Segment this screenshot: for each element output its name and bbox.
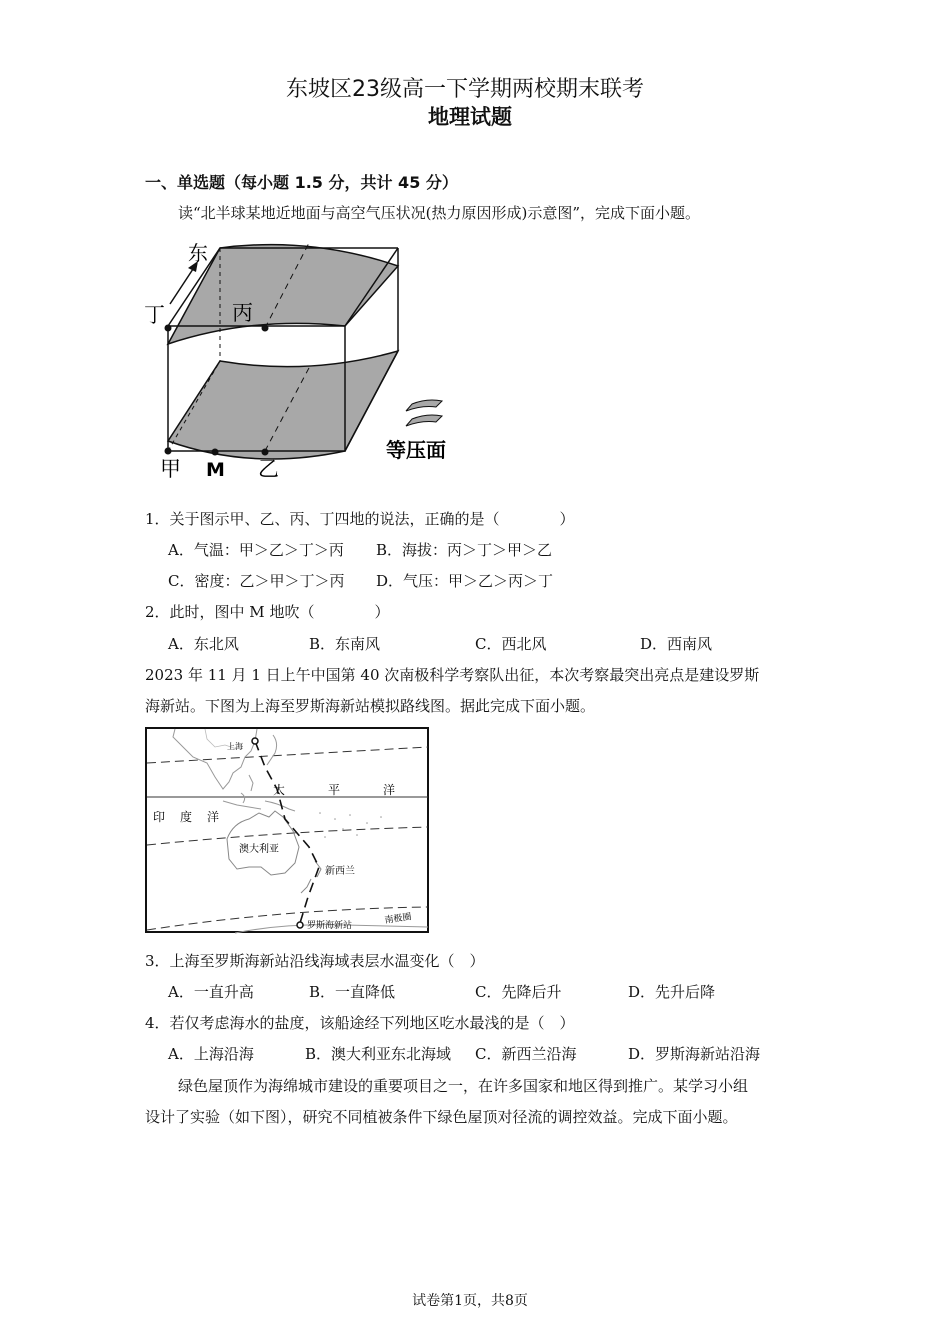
legend-swatch-top (406, 400, 442, 411)
label-yi: 乙 (258, 457, 279, 481)
q1-option-b[interactable]: B．海拔：丙＞丁＞甲＞乙 (376, 541, 553, 559)
section-heading: 一、单选题（每小题 1.5 分，共计 45 分） (145, 173, 458, 192)
q4-option-b[interactable]: B．澳大利亚东北海域 (305, 1045, 452, 1063)
q3-option-b[interactable]: B．一直降低 (309, 983, 396, 1001)
label-station: 罗斯海新站 (307, 921, 353, 931)
point-ding (165, 325, 172, 332)
label-bing: 丙 (232, 301, 253, 325)
q1-option-d[interactable]: D．气压：甲＞乙＞丙＞丁 (376, 572, 554, 590)
q2-stem: 2．此时，图中 M 地吹（ ） (145, 603, 390, 621)
label-new-zealand: 新西兰 (325, 866, 355, 877)
point-yi (262, 449, 269, 456)
q1-option-c[interactable]: C．密度：乙＞甲＞丁＞丙 (168, 572, 345, 590)
q4-option-c[interactable]: C．新西兰沿海 (475, 1045, 577, 1063)
label-indian-2: 度 (180, 810, 193, 824)
q4-stem: 4．若仅考虑海水的盐度，该船途经下列地区吃水最浅的是（ ） (145, 1014, 575, 1032)
intro-map-line1: 2023 年 11 月 1 日上午中国第 40 次南极科学考察队出征，本次考察最突出亮点是建设罗斯 (145, 666, 760, 684)
intro-map-line2: 海新站。下图为上海至罗斯海新站模拟路线图。据此完成下面小题。 (145, 697, 596, 715)
label-east: 东 (188, 241, 208, 265)
route-map (145, 727, 430, 934)
label-antarctic-circle: 南极圈 (384, 912, 413, 926)
q3-option-a[interactable]: A．一直升高 (168, 983, 254, 1001)
q3-option-d[interactable]: D．先升后降 (628, 983, 716, 1001)
label-indian-1: 印 (153, 810, 166, 824)
q1-stem: 1．关于图示甲、乙、丙、丁四地的说法，正确的是（ ） (145, 510, 575, 528)
label-pacific-2: 平 (328, 783, 341, 797)
legend-swatch-bottom (406, 415, 442, 426)
q1-option-a[interactable]: A．气温：甲＞乙＞丁＞丙 (168, 541, 344, 559)
q4-option-d[interactable]: D．罗斯海新站沿海 (628, 1045, 761, 1063)
intro-figure1: 读“北半球某地近地面与高空气压状况(热力原因形成)示意图”，完成下面小题。 (178, 204, 701, 222)
point-jia (165, 448, 172, 455)
intro-roof-line2: 设计了实验（如下图），研究不同植被条件下绿色屋顶对径流的调控效益。完成下面小题。 (145, 1108, 738, 1126)
label-pacific-1: 太 (273, 783, 286, 797)
point-bing (262, 325, 269, 332)
legend-label: 等压面 (386, 438, 446, 462)
q2-option-d[interactable]: D．西南风 (640, 635, 713, 653)
q4-option-a[interactable]: A．上海沿海 (168, 1045, 254, 1063)
label-m: M (206, 459, 225, 481)
q3-option-c[interactable]: C．先降后升 (475, 983, 562, 1001)
page-footer: 试卷第1页，共8页 (412, 1293, 528, 1309)
label-ding: 丁 (144, 303, 165, 327)
q2-option-c[interactable]: C．西北风 (475, 635, 547, 653)
label-jia: 甲 (160, 457, 181, 481)
label-australia: 澳大利亚 (239, 844, 279, 855)
label-indian-3: 洋 (207, 810, 220, 824)
q2-option-a[interactable]: A．东北风 (168, 635, 239, 653)
point-m (212, 449, 219, 456)
shanghai-marker (252, 738, 258, 744)
intro-roof-line1: 绿色屋顶作为海绵城市建设的重要项目之一，在许多国家和地区得到推广。某学习小组 (178, 1077, 749, 1095)
isobar-diagram (140, 236, 480, 482)
exam-title: 东坡区23级高一下学期两校期末联考 (286, 77, 644, 102)
q2-option-b[interactable]: B．东南风 (309, 635, 381, 653)
exam-subtitle: 地理试题 (428, 105, 512, 129)
station-marker (297, 922, 303, 928)
label-shanghai: 上海 (227, 742, 243, 751)
label-pacific-3: 洋 (383, 783, 396, 797)
q3-stem: 3．上海至罗斯海新站沿线海域表层水温变化（ ） (145, 952, 485, 970)
